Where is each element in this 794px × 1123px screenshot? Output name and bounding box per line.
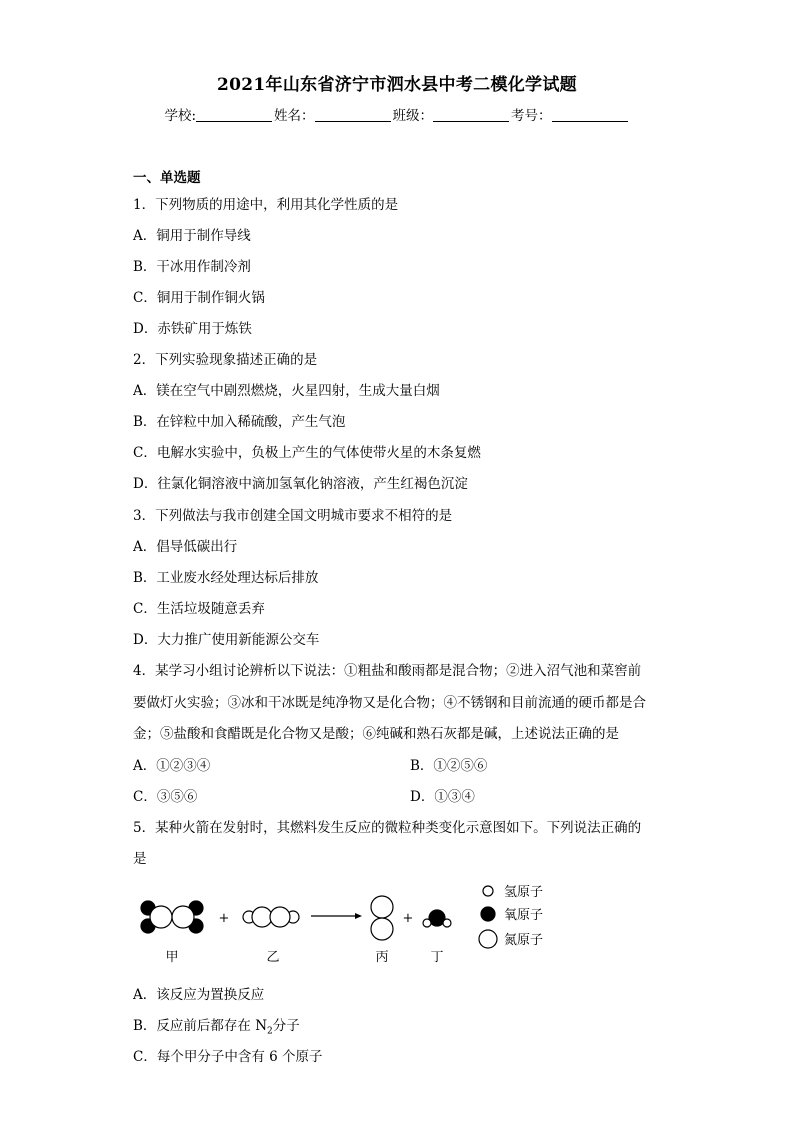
id-label: 考号： — [511, 108, 552, 124]
question-4-stem-line-2: 要做灯火实验；③冰和干冰既是纯净物又是化合物；④不锈钢和目前流通的硬币都是合 — [133, 695, 646, 711]
question-5-option-b — [133, 1014, 300, 1037]
question-4-option-a: A．①②③④ — [133, 758, 211, 774]
page-title: 2021年山东省济宁市泗水县中考二模化学试题 — [217, 75, 577, 95]
label-jia: 甲 — [165, 950, 179, 965]
question-1-option-b: B．干冰用作制冷剂 — [133, 259, 251, 275]
name-label: 姓名： — [274, 108, 315, 124]
reaction-arrow — [311, 913, 362, 919]
molecule-ding — [423, 910, 451, 927]
question-3-option-a: A．倡导低碳出行 — [133, 539, 238, 555]
question-2-option-d: D．往氯化铜溶液中滴加氢氧化钠溶液，产生红褐色沉淀 — [133, 476, 468, 492]
question-2-option-a: A．镁在空气中剧烈燃烧，火星四射，生成大量白烟 — [133, 383, 440, 399]
question-5-stem-line-2: 是 — [133, 851, 147, 867]
question-1-option-c: C．铜用于制作铜火锅 — [133, 290, 265, 306]
school-blank[interactable] — [196, 107, 272, 122]
class-label: 班级： — [392, 108, 434, 124]
molecule-yi — [243, 907, 299, 927]
question-5-option-b-subscript: 2 — [267, 1026, 273, 1037]
question-2-stem: 2．下列实验现象描述正确的是 — [133, 352, 318, 368]
reaction-diagram — [130, 878, 570, 968]
legend-nitrogen-label: 氮原子 — [504, 933, 544, 948]
student-info-row — [0, 104, 794, 124]
question-3-option-b: B．工业废水经处理达标后排放 — [133, 570, 319, 586]
plus-sign-1: + — [218, 911, 230, 926]
legend-hydrogen-symbol — [483, 886, 493, 896]
question-4-stem-line-3: 金；⑤盐酸和食醋既是化合物又是酸；⑥纯碱和熟石灰都是碱，上述说法正确的是 — [133, 726, 619, 742]
question-1-option-d: D．赤铁矿用于炼铁 — [133, 321, 252, 337]
legend-hydrogen-label: 氢原子 — [504, 885, 544, 900]
legend-oxygen-label: 氧原子 — [504, 908, 544, 923]
label-bing: 丙 — [375, 950, 389, 965]
question-3-option-d: D．大力推广使用新能源公交车 — [133, 632, 320, 648]
question-1-option-a: A．铜用于制作导线 — [133, 228, 251, 244]
legend-nitrogen-symbol — [479, 930, 497, 948]
question-5-option-b-suffix: 分子 — [272, 1018, 300, 1034]
id-blank[interactable] — [552, 107, 628, 122]
question-3-stem: 3．下列做法与我市创建全国文明城市要求不相符的是 — [133, 508, 453, 524]
question-1-stem: 1．下列物质的用途中，利用其化学性质的是 — [133, 197, 399, 213]
question-4-option-d: D．①③④ — [410, 789, 475, 805]
label-ding: 丁 — [430, 950, 444, 965]
name-blank[interactable] — [315, 107, 391, 122]
question-5-option-b-prefix: B．反应前后都存在 N — [133, 1018, 268, 1034]
class-blank[interactable] — [433, 107, 509, 122]
question-4-stem-line-1: 4．某学习小组讨论辨析以下说法：①粗盐和酸雨都是混合物；②进入沼气池和菜窖前 — [133, 663, 642, 679]
question-4-option-b: B．①②⑤⑥ — [410, 758, 488, 774]
plus-sign-2: + — [402, 911, 414, 926]
question-5-stem-line-1: 5．某种火箭在发射时，其燃料发生反应的微粒种类变化示意图如下。下列说法正确的 — [133, 820, 642, 836]
school-label: 学校: — [164, 108, 197, 124]
label-yi: 乙 — [266, 950, 280, 965]
question-2-option-c: C．电解水实验中，负极上产生的气体使带火星的木条复燃 — [133, 445, 481, 461]
molecule-bing — [371, 896, 393, 940]
question-2-option-b: B．在锌粒中加入稀硫酸，产生气泡 — [133, 414, 346, 430]
question-5-option-a: A．该反应为置换反应 — [133, 987, 265, 1003]
question-5-option-c: C．每个甲分子中含有 6 个原子 — [133, 1049, 323, 1065]
question-4-option-c: C．③⑤⑥ — [133, 789, 198, 805]
legend-oxygen-symbol — [481, 907, 495, 921]
section-title: 一、单选题 — [133, 170, 201, 186]
molecule-jia — [141, 901, 203, 933]
question-3-option-c: C．生活垃圾随意丢弃 — [133, 601, 265, 617]
